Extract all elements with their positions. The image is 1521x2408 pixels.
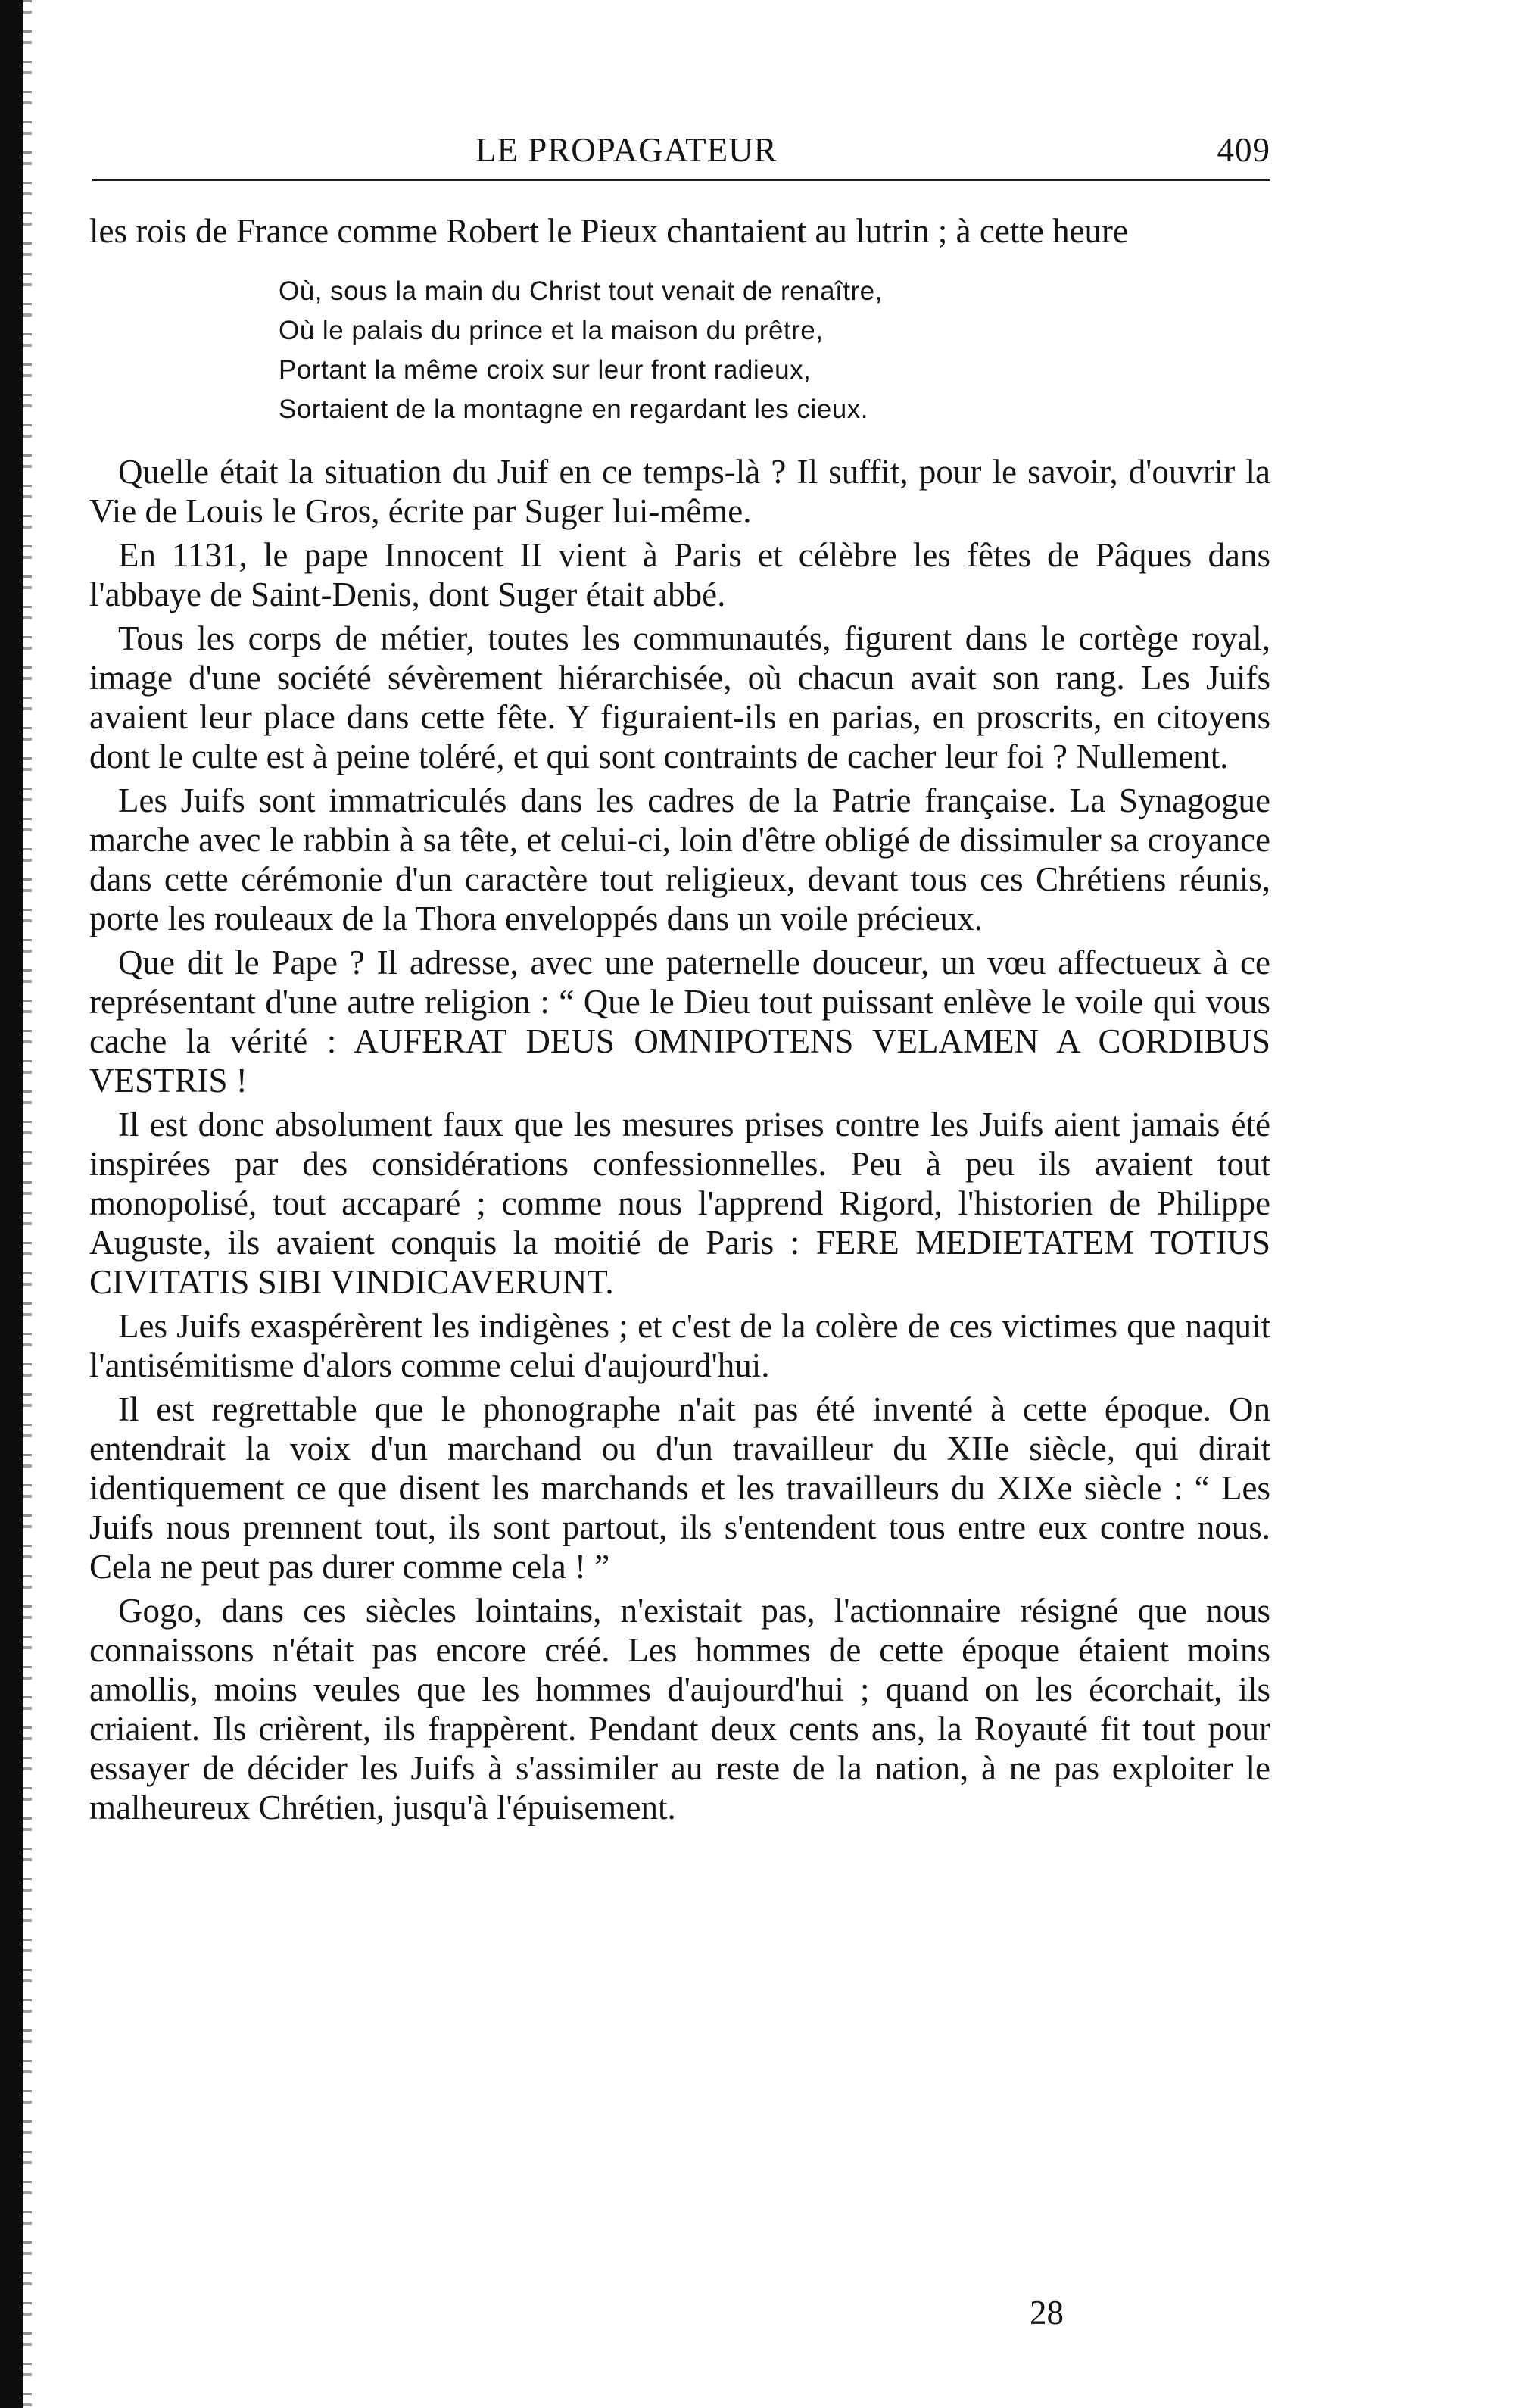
paragraph: Les Juifs exaspérèrent les indigènes ; et c'est de la colère de ces victimes que naquit l'antisémitisme d'alors comme celui d'aujourd'hui. — [89, 1307, 1270, 1384]
paragraph: Il est donc absolument faux que les mesures prises contre les Juifs aient jamais été inspirées par des considérations confessionnelles. Peu à peu ils avaient tout monopolisé, tout accaparé ; comme nous l'apprend Rigord, l'historien de Philippe Auguste, ils avaient conquis la moitié de Paris : FERE MEDIETATEM TOTIUS CIVITATIS SIBI VINDICAVERUNT. — [89, 1106, 1270, 1301]
scanned-binding-edge — [0, 0, 23, 2408]
paragraph: Quelle était la situation du Juif en ce temps-là ? Il suffit, pour le savoir, d'ouvrir la Vie de Louis le Gros, écrite par Suger lui-même. — [89, 453, 1270, 530]
verse-quotation — [279, 272, 1270, 429]
page-number: 409 — [1217, 131, 1270, 169]
verse-line: Où le palais du prince et la maison du prêtre, — [279, 316, 824, 345]
running-title: LE PROPAGATEUR — [475, 131, 778, 169]
signature-mark: 28 — [1030, 2294, 1064, 2332]
body-text — [89, 211, 1270, 1827]
paragraph: Les Juifs sont immatriculés dans les cadres de la Patrie française. La Synagogue marche avec le rabbin à sa tête, et celui-ci, loin d'être obligé de dissimuler sa croyance dans cette cérémonie d'un caractère tout religieux, devant tous ces Chrétiens réunis, porte les rouleaux de la Thora enveloppés dans un voile précieux. — [89, 781, 1270, 937]
paragraph: Que dit le Pape ? Il adresse, avec une paternelle douceur, un vœu affectueux à ce représentant d'une autre religion : “ Que le Dieu tout puissant enlève le voile qui vous cache la vérité : AUFERAT DEUS OMNIPOTENS VELAMEN A CORDIBUS VESTRIS ! — [89, 944, 1270, 1100]
header-rule — [92, 179, 1270, 181]
paragraph: Gogo, dans ces siècles lointains, n'existait pas, l'actionnaire résigné que nous connaissons n'était pas encore créé. Les hommes de cette époque étaient moins amollis, moins veules que les hommes d'aujourd'hui ; quand on les écorchait, ils criaient. Ils crièrent, ils frappèrent. Pendant deux cents ans, la Royauté fit tout pour essayer de décider les Juifs à s'assimiler au reste de la nation, à ne pas exploiter le malheureux Chrétien, jusqu'à l'épuisement. — [89, 1592, 1270, 1826]
paragraph: En 1131, le pape Innocent II vient à Paris et célèbre les fêtes de Pâques dans l'abbaye de Saint-Denis, dont Suger était abbé. — [89, 536, 1270, 613]
book-page — [89, 114, 1270, 1832]
verse-line: Portant la même croix sur leur front radieux, — [279, 355, 812, 385]
running-head — [89, 114, 1270, 169]
paragraph: Il est regrettable que le phonographe n'ait pas été inventé à cette époque. On entendrait la voix d'un marchand ou d'un travailleur du XIIe siècle, qui dirait identiquement ce que disent les marchands et les travailleurs du XIXe siècle : “ Les Juifs nous prennent tout, ils sont partout, ils s'entendent tous entre eux contre nous. Cela ne peut pas durer comme cela ! ” — [89, 1390, 1270, 1586]
paragraph-intro: les rois de France comme Robert le Pieux chantaient au lutrin ; à cette heure — [89, 212, 1128, 250]
verse-line: Sortaient de la montagne en regardant les cieux. — [279, 395, 868, 424]
verse-line: Où, sous la main du Christ tout venait de renaître, — [279, 276, 883, 306]
paragraph: Tous les corps de métier, toutes les communautés, figurent dans le cortège royal, image d'une société sévèrement hiérarchisée, où chacun avait son rang. Les Juifs avaient leur place dans cette fête. Y figuraient-ils en parias, en proscrits, en citoyens dont le culte est à peine toléré, et qui sont contraints de cacher leur foi ? Nullement. — [89, 619, 1270, 775]
